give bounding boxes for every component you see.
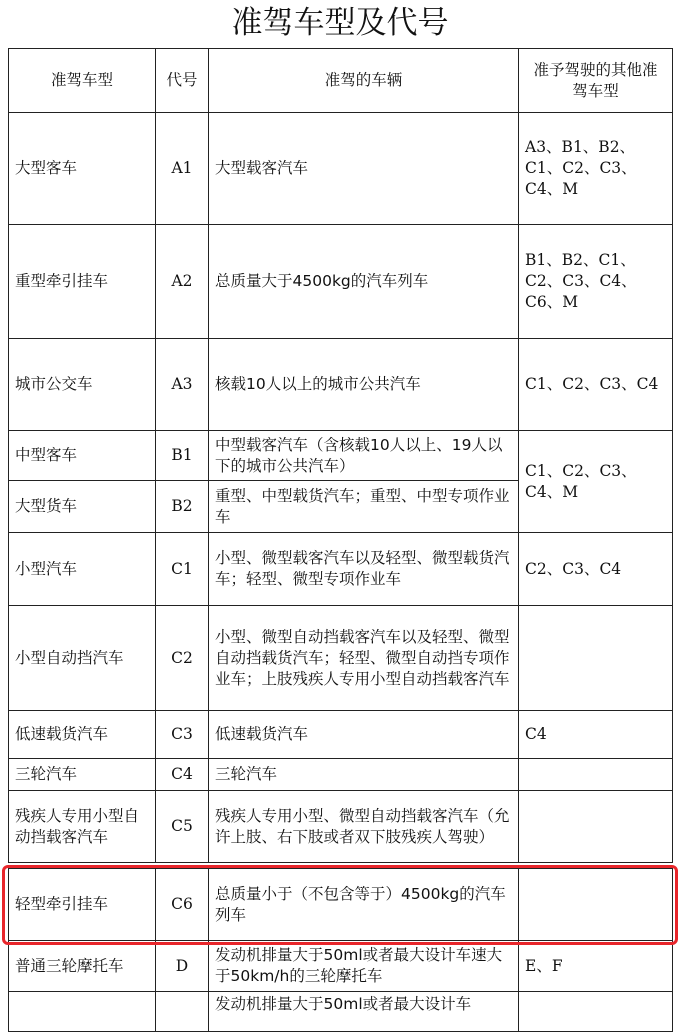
type-cell (9, 992, 156, 1032)
other-cell (519, 606, 673, 711)
table-row (9, 225, 673, 339)
vehicles-cell: 大型载客汽车 (209, 113, 519, 225)
code-cell: B2 (156, 481, 209, 533)
vehicles-cell: 小型、微型自动挡载客汽车以及轻型、微型自动挡载货汽车；轻型、微型自动挡专项作业车；上肢残疾人专用小型自动挡载客汽车 (209, 606, 519, 711)
other-cell (519, 791, 673, 863)
other-cell: A3、B1、B2、C1、C2、C3、C4、M (519, 113, 673, 225)
vehicles-cell: 核载10人以上的城市公共汽车 (209, 339, 519, 431)
table-row (9, 711, 673, 759)
code-cell: A2 (156, 225, 209, 339)
table-row (9, 339, 673, 431)
code-cell: A1 (156, 113, 209, 225)
code-cell (156, 992, 209, 1032)
table-row (9, 941, 673, 992)
vehicles-cell: 中型载客汽车（含核载10人以上、19人以下的城市公共汽车） (209, 431, 519, 481)
other-cell: C1、C2、C3、C4、M (519, 431, 673, 533)
vehicles-cell: 重型、中型载货汽车；重型、中型专项作业车 (209, 481, 519, 533)
vehicles-cell: 发动机排量大于50ml或者最大设计车速大于50km/h的三轮摩托车 (209, 941, 519, 992)
table-row (9, 113, 673, 225)
page-title: 准驾车型及代号 (231, 5, 449, 41)
type-cell: 中型客车 (9, 431, 156, 481)
other-cell: B1、B2、C1、C2、C3、C4、C6、M (519, 225, 673, 339)
type-cell: 小型自动挡汽车 (9, 606, 156, 711)
code-cell: A3 (156, 339, 209, 431)
vehicles-cell: 总质量大于4500kg的汽车列车 (209, 225, 519, 339)
table-row (9, 791, 673, 863)
code-cell: B1 (156, 431, 209, 481)
type-cell: 低速载货汽车 (9, 711, 156, 759)
table-row (9, 759, 673, 791)
type-cell: 小型汽车 (9, 533, 156, 606)
type-cell: 大型客车 (9, 113, 156, 225)
type-cell: 重型牵引挂车 (9, 225, 156, 339)
vehicles-cell: 总质量小于（不包含等于）4500kg的汽车列车 (209, 869, 519, 941)
other-cell: C2、C3、C4 (519, 533, 673, 606)
type-cell: 城市公交车 (9, 339, 156, 431)
other-cell: C4 (519, 711, 673, 759)
vehicles-cell: 低速载货汽车 (209, 711, 519, 759)
table-row (9, 533, 673, 606)
code-cell: C1 (156, 533, 209, 606)
type-cell: 三轮汽车 (9, 759, 156, 791)
code-cell: C2 (156, 606, 209, 711)
vehicles-cell: 小型、微型载客汽车以及轻型、微型载货汽车；轻型、微型专项作业车 (209, 533, 519, 606)
header-code: 代号 (156, 49, 209, 113)
highlight-box (2, 865, 678, 945)
other-cell: E、F (519, 941, 673, 992)
table-row (9, 431, 673, 481)
code-cell: C5 (156, 791, 209, 863)
code-cell: D (156, 941, 209, 992)
code-cell: C3 (156, 711, 209, 759)
header-other: 准予驾驶的其他准驾车型 (519, 49, 673, 113)
table-row-partial (9, 992, 673, 1032)
type-cell: 普通三轮摩托车 (9, 941, 156, 992)
table-row (9, 606, 673, 711)
type-cell: 轻型牵引挂车 (9, 869, 156, 941)
type-cell: 大型货车 (9, 481, 156, 533)
other-cell: C1、C2、C3、C4 (519, 339, 673, 431)
other-cell (519, 992, 673, 1032)
vehicles-cell: 发动机排量大于50ml或者最大设计车 (209, 992, 519, 1032)
vehicles-cell: 残疾人专用小型、微型自动挡载客汽车（允许上肢、右下肢或者双下肢残疾人驾驶） (209, 791, 519, 863)
code-cell: C4 (156, 759, 209, 791)
header-type: 准驾车型 (9, 49, 156, 113)
license-class-table (8, 48, 673, 863)
vehicles-cell: 三轮汽车 (209, 759, 519, 791)
table-header-row (9, 49, 673, 113)
type-cell: 残疾人专用小型自动挡载客汽车 (9, 791, 156, 863)
header-vehicles: 准驾的车辆 (209, 49, 519, 113)
code-cell: C6 (156, 869, 209, 941)
other-cell (519, 759, 673, 791)
